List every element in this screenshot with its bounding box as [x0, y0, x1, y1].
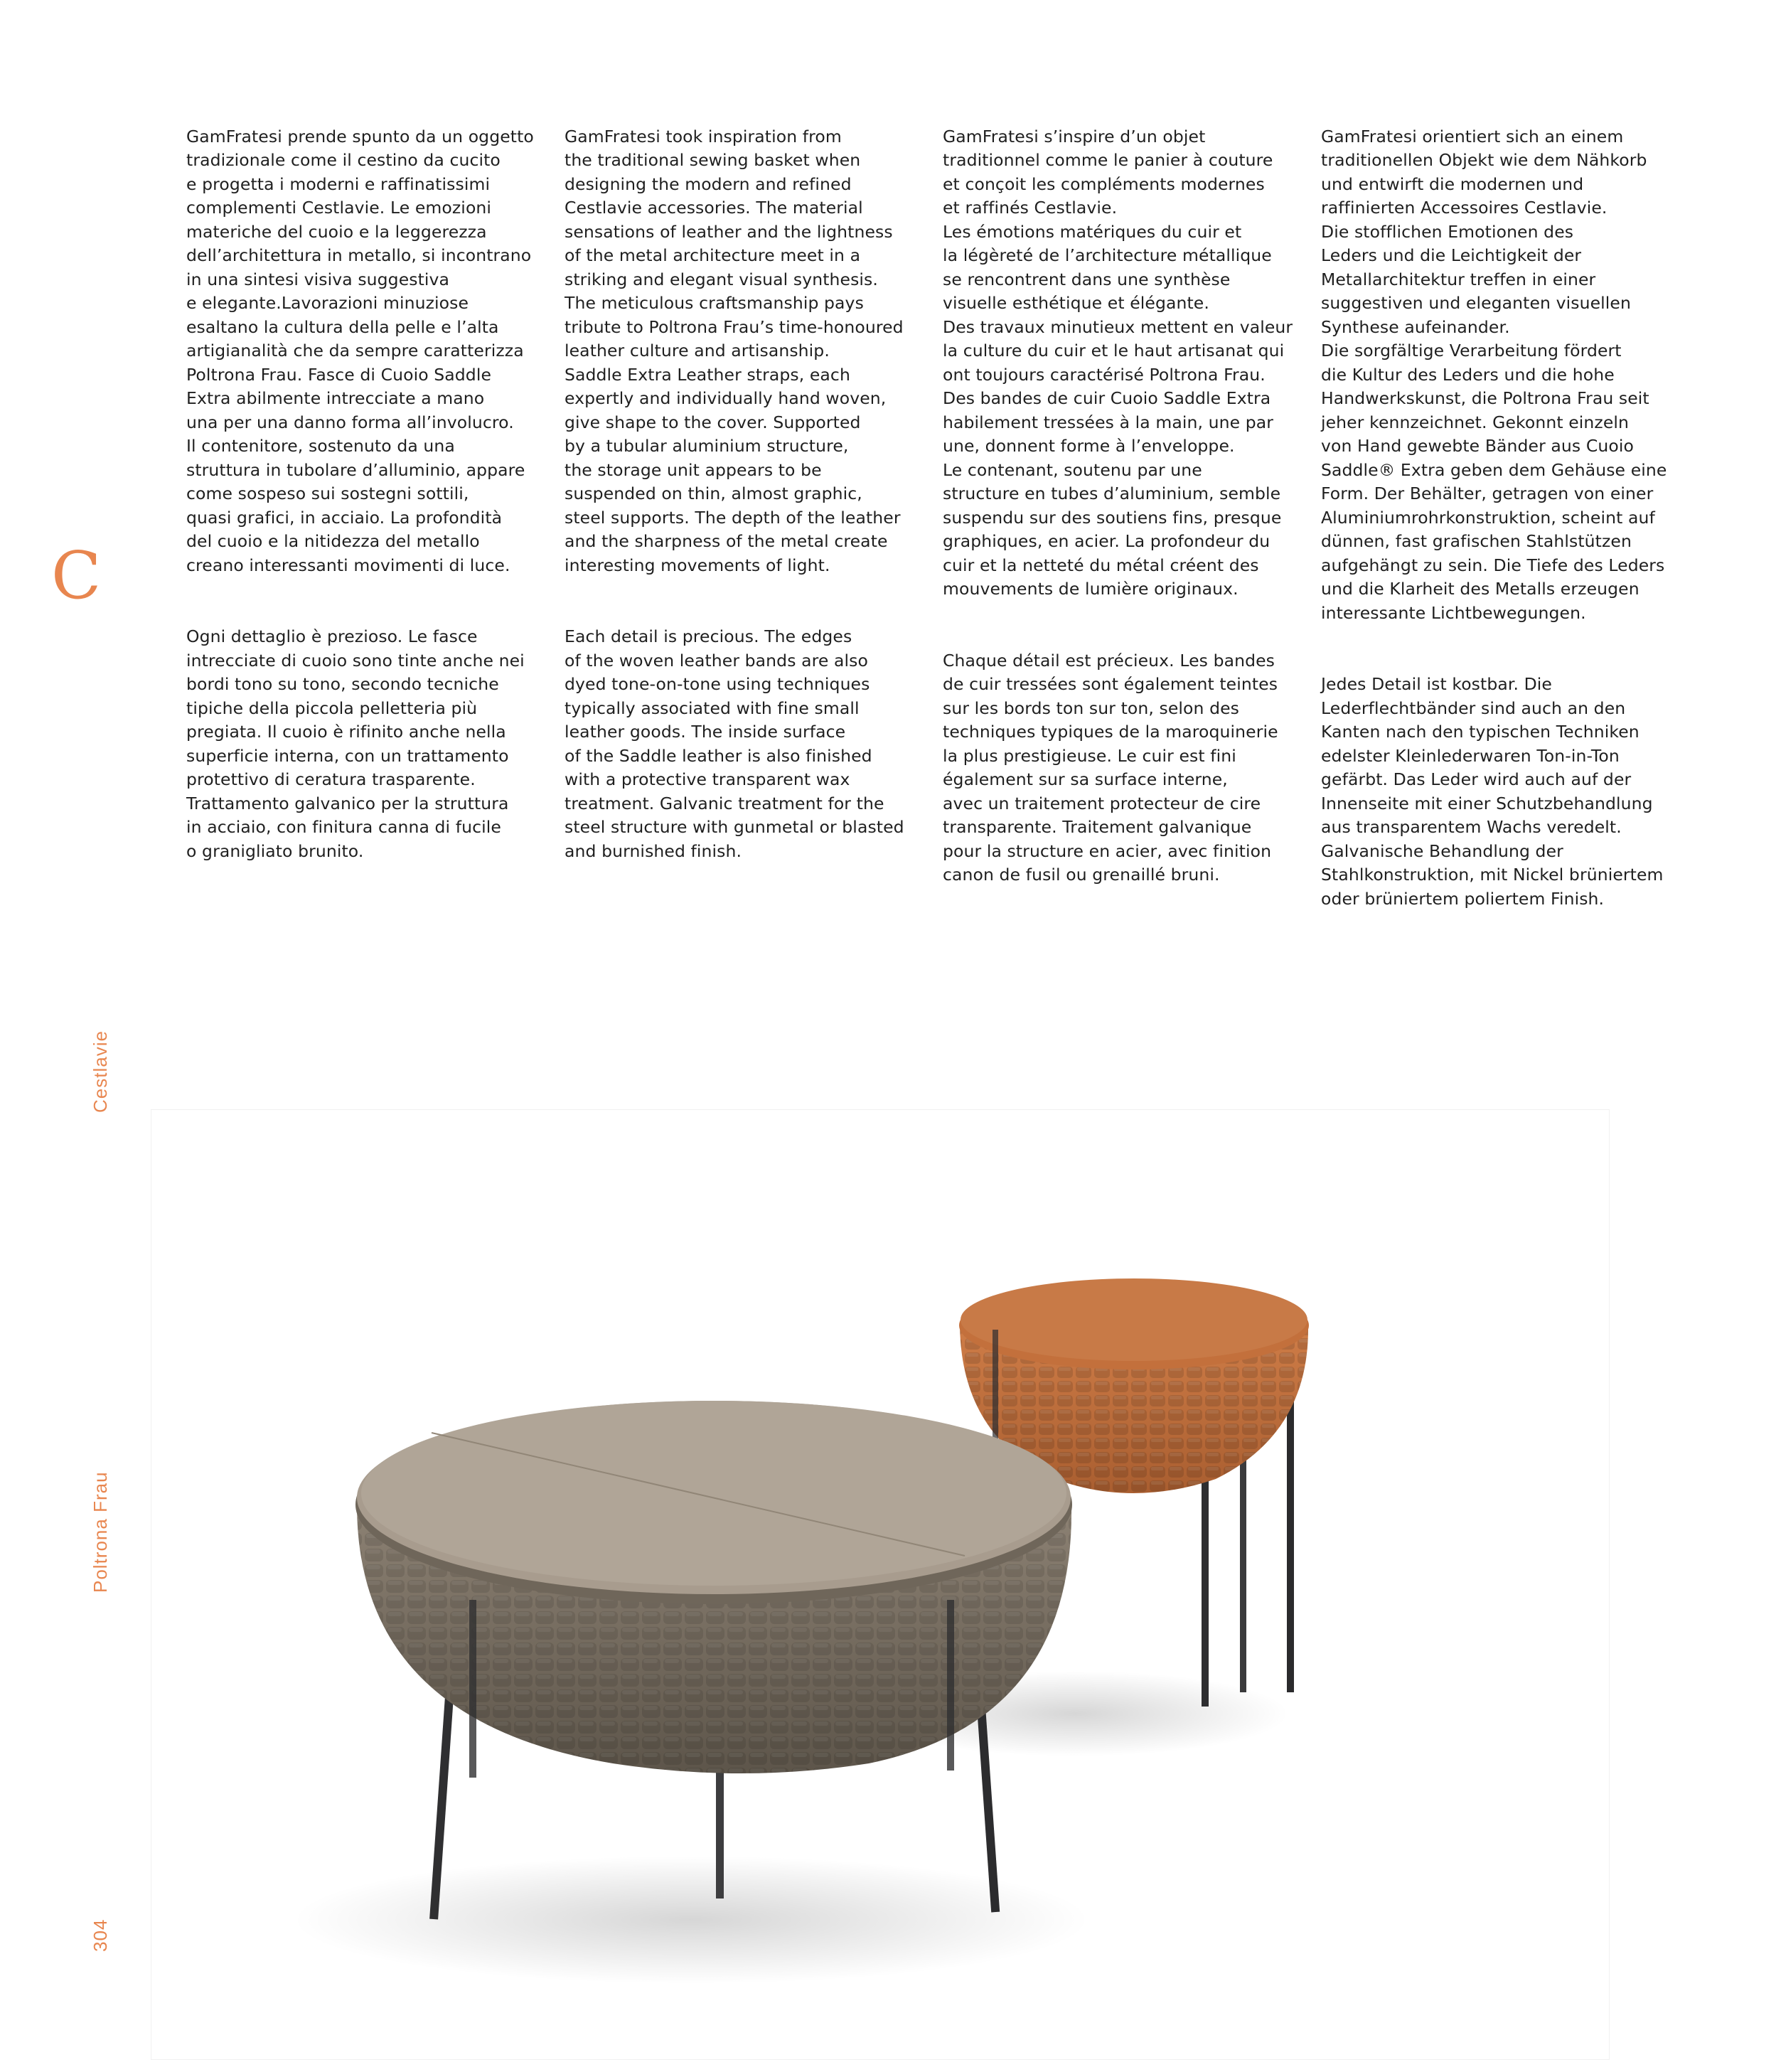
sidebar-brand-label: Poltrona Frau: [90, 1471, 111, 1593]
paragraph-italian-1: GamFratesi prende spunto da un oggetto tradizionale come il cestino da cucito e progetta i moderni e raffinatissimi complementi Cestlavie. Le emozioni materiche del cuoio e la leggerezza dell’architettura in metallo, si incontrano in una sintesi visiva suggestiva e elegante.Lavorazioni minuziose esaltano la cultura della pelle e l’alta artigianalità che da sempre caratterizza Poltrona Frau. Fasce di Cuoio Saddle Extra abilmente intrecciate a mano una per una danno forma all’involucro. Il contenitore, sostenuto da una struttura in tubolare d’alluminio, appare come sospeso sui sostegni sottili, quasi grafici, in acciaio. La profondità del cuoio e la nitidezza del metallo creano interessanti movimenti di luce.: [186, 126, 534, 575]
section-letter: C: [51, 538, 102, 614]
text-column-italian: [186, 101, 542, 887]
text-column-french: [943, 101, 1298, 911]
paragraph-french-1: GamFratesi s’inspire d’un objet traditionnel comme le panier à couture et conçoit les compléments modernes et raffinés Cestlavie. Les émotions matériques du cuir et la légèreté de l’architecture métallique se rencontrent dans une synthèse visuelle esthétique et élégante. Des travaux minutieux mettent en valeur la culture du cuir et le haut artisanat qui ont toujours caractérisé Poltrona Frau. Des bandes de cuir Cuoio Saddle Extra habilement tressées à la main, une par une, donnent forme à l’enveloppe. Le contenant, soutenu par une structure en tubes d’aluminium, semble suspendu sur des soutiens fins, presque graphiques, en acier. La profondeur du cuir et la netteté du métal créent des mouvements de lumière originaux.: [943, 126, 1293, 599]
product-photo: [151, 1109, 1608, 2058]
text-column-english: [565, 101, 920, 887]
paragraph-french-2: Chaque détail est précieux. Les bandes de cuir tressées sont également teintes sur les bords ton sur ton, selon des techniques typiques de la maroquinerie la plus prestigieuse. Le cuir est fini également sur sa surface interne, avec un traitement protecteur de cire transparente. Traitement galvanique pour la structure en acier, avec finition canon de fusil ou grenaillé bruni.: [943, 650, 1278, 885]
floor-shadow-large: [293, 1856, 1089, 1984]
paragraph-german-1: GamFratesi orientiert sich an einem traditionellen Objekt wie dem Nähkorb und entwirft die modernen und raffinierten Accessoires Cestlavie. Die stofflichen Emotionen des Leders und die Leichtigkeit der Metallarchitektur treffen in einer suggestiven und eleganten visuellen Synthese aufeinander. Die sorgfältige Verarbeitung fördert die Kultur des Leders und die hohe Handwerkskunst, die Poltrona Frau seit jeher kennzeichnet. Gekonnt einzeln von Hand gewebte Bänder aus Cuoio Saddle® Extra geben dem Gehäuse eine Form. Der Behälter, getragen von einer Aluminiumrohrkonstruktion, scheint auf dünnen, fast grafischen Stahlstützen aufgehängt zu sein. Die Tiefe des Leders und die Klarheit des Metalls erzeugen interessante Lichtbewegungen.: [1321, 126, 1667, 623]
paragraph-english-2: Each detail is precious. The edges of the woven leather bands are also dyed tone-on-tone using techniques typically associated with fine small leather goods. The inside surface of the Saddle leather is also finished with a protective transparent wax treatment. Galvanic treatment for the steel structure with gunmetal or blasted and burnished finish.: [565, 626, 904, 861]
page-number: 304: [90, 1918, 111, 1952]
text-column-german: [1321, 101, 1676, 935]
sidebar-section-label: Cestlavie: [90, 1030, 111, 1113]
paragraph-english-1: GamFratesi took inspiration from the traditional sewing basket when designing the modern and refined Cestlavie accessories. The material sensations of leather and the lightness of the metal architecture meet in a striking and elegant visual synthesis. The meticulous craftsmanship pays tribute to Poltrona Frau’s time-honoured leather culture and artisanship. Saddle Extra Leather straps, each expertly and individually hand woven, give shape to the cover. Supported by a tubular aluminium structure, the storage unit appears to be suspended on thin, almost graphic, steel supports. The depth of the leather and the sharpness of the metal create interesting movements of light.: [565, 126, 904, 575]
paragraph-italian-2: Ogni dettaglio è prezioso. Le fasce intrecciate di cuoio sono tinte anche nei bordi tono su tono, secondo tecniche tipiche della piccola pelletteria più pregiata. Il cuoio è rifinito anche nella superficie interna, con un trattamento protettivo di ceratura trasparente. Trattamento galvanico per la struttura in acciaio, con finitura canna di fucile o granigliato brunito.: [186, 626, 525, 861]
large-table: [355, 1401, 1072, 1919]
paragraph-german-2: Jedes Detail ist kostbar. Die Lederflechtbänder sind auch an den Kanten nach den typischen Techniken edelster Kleinlederwaren Ton-in-Ton gefärbt. Das Leder wird auch auf der Innenseite mit einer Schutzbehandlung aus transparentem Wachs veredelt. Galvanische Behandlung der Stahlkonstruktion, mit Nickel brüniertem oder brüniertem poliertem Finish.: [1321, 674, 1664, 909]
